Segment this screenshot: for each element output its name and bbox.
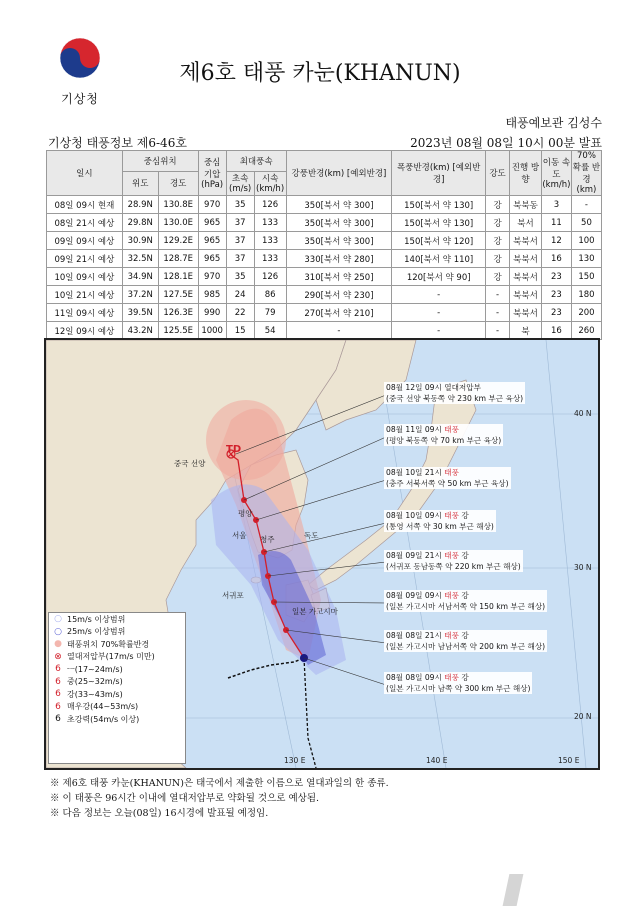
cell-lat: 43.2N [122,322,158,340]
label-cheongju: 청주 [260,535,275,544]
header-pressure: 중심 기압 (hPa) [198,151,226,196]
annotation-0808-21: 08월 08일 21시 태풍 강 (일본 가고시마 남남서쪽 약 200 km 부근 해상) [386,631,546,651]
cell-ms: 37 [226,214,254,232]
cell-ms: 37 [226,232,254,250]
cell-pres: 985 [198,286,226,304]
cell-lon: 130.8E [158,196,198,214]
label-dokdo: 독도 [304,531,319,540]
cell-storm: - [392,286,486,304]
cell-prob: 50 [571,214,601,232]
note-3: ※ 다음 정보는 오늘(08일) 16시경에 발표될 예정임. [50,808,269,819]
cell-spd: 23 [541,304,571,322]
cell-spd: 23 [541,268,571,286]
cell-kmh: 54 [254,322,286,340]
cell-int: - [486,322,510,340]
cell-storm: - [392,322,486,340]
legend-label: ㅡ(17~24m/s) [67,664,123,674]
legend-item [49,688,185,701]
cell-pres: 965 [198,250,226,268]
legend-item [49,651,185,664]
cell-ms: 15 [226,322,254,340]
header-intensity: 강도 [486,151,510,196]
cell-spd: 11 [541,214,571,232]
annotation-0809-09: 08월 09일 09시 태풍 강 (일본 가고시마 서남서쪽 약 150 km 부근 해상) [386,591,546,611]
cell-storm: 150[북서 약 130] [392,214,486,232]
cell-time: 10일 09시 예상 [47,268,123,286]
cell-storm: 140[북서 약 110] [392,250,486,268]
legend-label: 태풍위치 70%확률반경 [67,639,150,649]
cell-ms: 37 [226,250,254,268]
header-strong-radius: 강풍반경(km) [예외반경] [286,151,392,196]
cell-lat: 37.2N [122,286,158,304]
cell-ms: 22 [226,304,254,322]
legend-symbol-icon: ○ [54,626,62,637]
legend-label: 강(33~43m/s) [67,689,123,699]
cell-kmh: 133 [254,214,286,232]
lon-140-label: 140 E [426,756,448,765]
cell-lat: 34.9N [122,268,158,286]
cell-int: 강 [486,250,510,268]
cell-int: 강 [486,268,510,286]
header-lon: 경도 [158,171,198,195]
cell-lon: 128.7E [158,250,198,268]
label-seogwipo: 서귀포 [222,591,244,600]
legend-item [49,613,185,626]
table-row [47,232,602,250]
header-prob: 70% 확률 반경 (km) [572,151,601,195]
table-row [47,268,602,286]
legend-item [49,663,185,676]
cell-pres: 965 [198,214,226,232]
agency-name: 기상청 [61,92,99,106]
legend-label: 중(25~32m/s) [67,677,123,687]
lat-30-label: 30 N [574,563,592,572]
cell-time: 08일 09시 현재 [47,196,123,214]
cell-dir: 북북서 [510,268,542,286]
cell-lon: 125.5E [158,322,198,340]
cell-lat: 39.5N [122,304,158,322]
cell-ms: 35 [226,268,254,286]
cell-dir: 북 [510,322,542,340]
header-ms: 초속 (m/s) [226,171,254,195]
cell-pres: 1000 [198,322,226,340]
cell-storm: 150[북서 약 130] [392,196,486,214]
legend-label: 15m/s 이상범위 [67,614,126,624]
cell-int: 강 [486,214,510,232]
lat-40-label: 40 N [574,409,592,418]
legend-item [49,676,185,689]
annotation-0809-21: 08월 09일 21시 태풍 강 (서귀포 동남동쪽 약 220 km 부근 해상) [386,551,521,571]
cell-dir: 북북서 [510,304,542,322]
lat-20-label: 20 N [574,712,592,721]
label-china-shenyang: 중국 선양 [174,459,206,468]
legend-item [49,638,185,651]
cell-strong: - [286,322,392,340]
cell-kmh: 133 [254,250,286,268]
cell-ms: 24 [226,286,254,304]
forecaster-name: 태풍예보관 김성수 [505,116,602,130]
table-row [47,322,602,340]
cell-prob: 150 [571,268,601,286]
cell-lon: 129.2E [158,232,198,250]
cell-prob: 100 [571,232,601,250]
cell-pres: 965 [198,232,226,250]
cell-strong: 270[북서 약 210] [286,304,392,322]
header-speed: 이동 속도 (km/h) [541,151,571,196]
lon-130-label: 130 E [284,756,306,765]
legend-label: 열대저압부(17m/s 미만) [67,652,155,662]
label-seoul: 서울 [232,531,247,540]
cell-storm: - [392,304,486,322]
cell-lon: 130.0E [158,214,198,232]
cell-lon: 126.3E [158,304,198,322]
table-row [47,286,602,304]
cell-int: - [486,304,510,322]
legend-symbol-icon: 6 [55,689,61,700]
annotation-0812: 08월 12일 09시 열대저압부 (중국 선양 북동쪽 약 230 km 부근 육상) [386,383,524,403]
header-maxwind: 최대풍속 [226,151,286,172]
cell-int: - [486,286,510,304]
cell-kmh: 79 [254,304,286,322]
header-kmh: 시속 (km/h) [254,171,286,195]
cell-spd: 16 [541,322,571,340]
typhoon-forecast-table [46,150,602,340]
cell-prob: 130 [571,250,601,268]
legend-item [49,713,185,726]
cell-dir: 북서 [510,214,542,232]
cell-time: 10일 21시 예상 [47,286,123,304]
table-row [47,196,602,214]
table-row [47,250,602,268]
scan-shadow [503,874,524,906]
legend-symbol-icon: ⊗ [54,651,62,662]
cell-pres: 970 [198,196,226,214]
issued-time: 2023년 08월 08일 10시 00분 발표 [410,136,602,150]
header-lat: 위도 [122,171,158,195]
td-label: TD [226,444,242,455]
cell-lon: 128.1E [158,268,198,286]
legend-symbol-icon: 6 [55,664,61,675]
table-row [47,214,602,232]
cell-time: 09일 21시 예상 [47,250,123,268]
table-row [47,304,602,322]
cell-prob: 180 [571,286,601,304]
cell-storm: 150[북서 약 120] [392,232,486,250]
cell-kmh: 133 [254,232,286,250]
annotation-0811: 08월 11일 09시 태풍 (평양 북동쪽 약 70 km 부근 육상) [386,425,502,445]
lon-150-label: 150 E [558,756,580,765]
label-kagoshima: 일본 가고시마 [292,607,338,616]
cell-spd: 16 [541,250,571,268]
cell-time: 09일 09시 예상 [47,232,123,250]
cell-strong: 290[북서 약 230] [286,286,392,304]
cell-strong: 350[북서 약 300] [286,232,392,250]
legend-symbol-icon: ● [54,639,62,650]
annotation-0810-09: 08월 10일 09시 태풍 강 (통영 서쪽 약 30 km 부근 해상) [386,511,494,531]
footnotes [50,776,389,821]
cell-strong: 350[북서 약 300] [286,196,392,214]
cell-strong: 350[북서 약 300] [286,214,392,232]
legend-item [49,701,185,714]
cell-time: 12일 09시 예상 [47,322,123,340]
cell-dir: 북북동 [510,196,542,214]
cell-kmh: 86 [254,286,286,304]
cell-time: 11일 09시 예상 [47,304,123,322]
cell-dir: 북북서 [510,250,542,268]
cell-lon: 127.5E [158,286,198,304]
note-1: ※ 제6호 태풍 카눈(KHANUN)은 태국에서 제출한 이름으로 열대과일의 한 종류. [50,778,389,789]
cell-prob: 200 [571,304,601,322]
cell-strong: 330[북서 약 280] [286,250,392,268]
cell-dir: 북북서 [510,232,542,250]
legend-symbol-icon: 6 [55,714,61,725]
cell-lat: 32.5N [122,250,158,268]
cell-strong: 310[북서 약 250] [286,268,392,286]
label-pyongyang: 평양 [238,509,253,518]
cell-dir: 북북서 [510,286,542,304]
cell-spd: 3 [541,196,571,214]
legend-item [49,626,185,639]
cell-pres: 970 [198,268,226,286]
cell-kmh: 126 [254,196,286,214]
cell-storm: 120[북서 약 90] [392,268,486,286]
page-title: 제6호 태풍 카눈(KHANUN) [179,61,461,86]
legend-label: 초강력(54m/s 이상) [67,714,140,724]
header-datetime: 일시 [47,151,123,196]
legend-symbol-icon: 6 [55,676,61,687]
note-2: ※ 이 태풍은 96시간 이내에 열대저압부로 약화될 것으로 예상됨. [50,793,320,804]
legend-label: 매우강(44~53m/s) [67,702,139,712]
cell-lat: 30.9N [122,232,158,250]
header-storm-radius: 폭풍반경(km) [예외반경] [392,151,486,196]
cell-prob: 260 [571,322,601,340]
map-legend [48,612,186,764]
cell-ms: 35 [226,196,254,214]
legend-symbol-icon: 6 [55,701,61,712]
cell-int: 강 [486,196,510,214]
annotation-0808-09: 08월 08일 09시 태풍 강 (일본 가고시마 남쪽 약 300 km 부근 해상) [386,673,531,693]
cell-time: 08일 21시 예상 [47,214,123,232]
cell-lat: 28.9N [122,196,158,214]
cell-prob: - [571,196,601,214]
legend-label: 25m/s 이상범위 [67,627,126,637]
legend-symbol-icon: ○ [54,614,62,625]
cell-kmh: 126 [254,268,286,286]
header-direction: 진행 방향 [510,151,542,196]
cell-spd: 23 [541,286,571,304]
bulletin-number: 기상청 태풍정보 제6-46호 [48,136,187,150]
cell-int: 강 [486,232,510,250]
annotation-0810-21: 08월 10일 21시 태풍 (충주 서북서쪽 약 50 km 부근 육상) [386,468,509,488]
cell-lat: 29.8N [122,214,158,232]
cell-pres: 990 [198,304,226,322]
header-center: 중심위치 [122,151,198,172]
cell-spd: 12 [541,232,571,250]
